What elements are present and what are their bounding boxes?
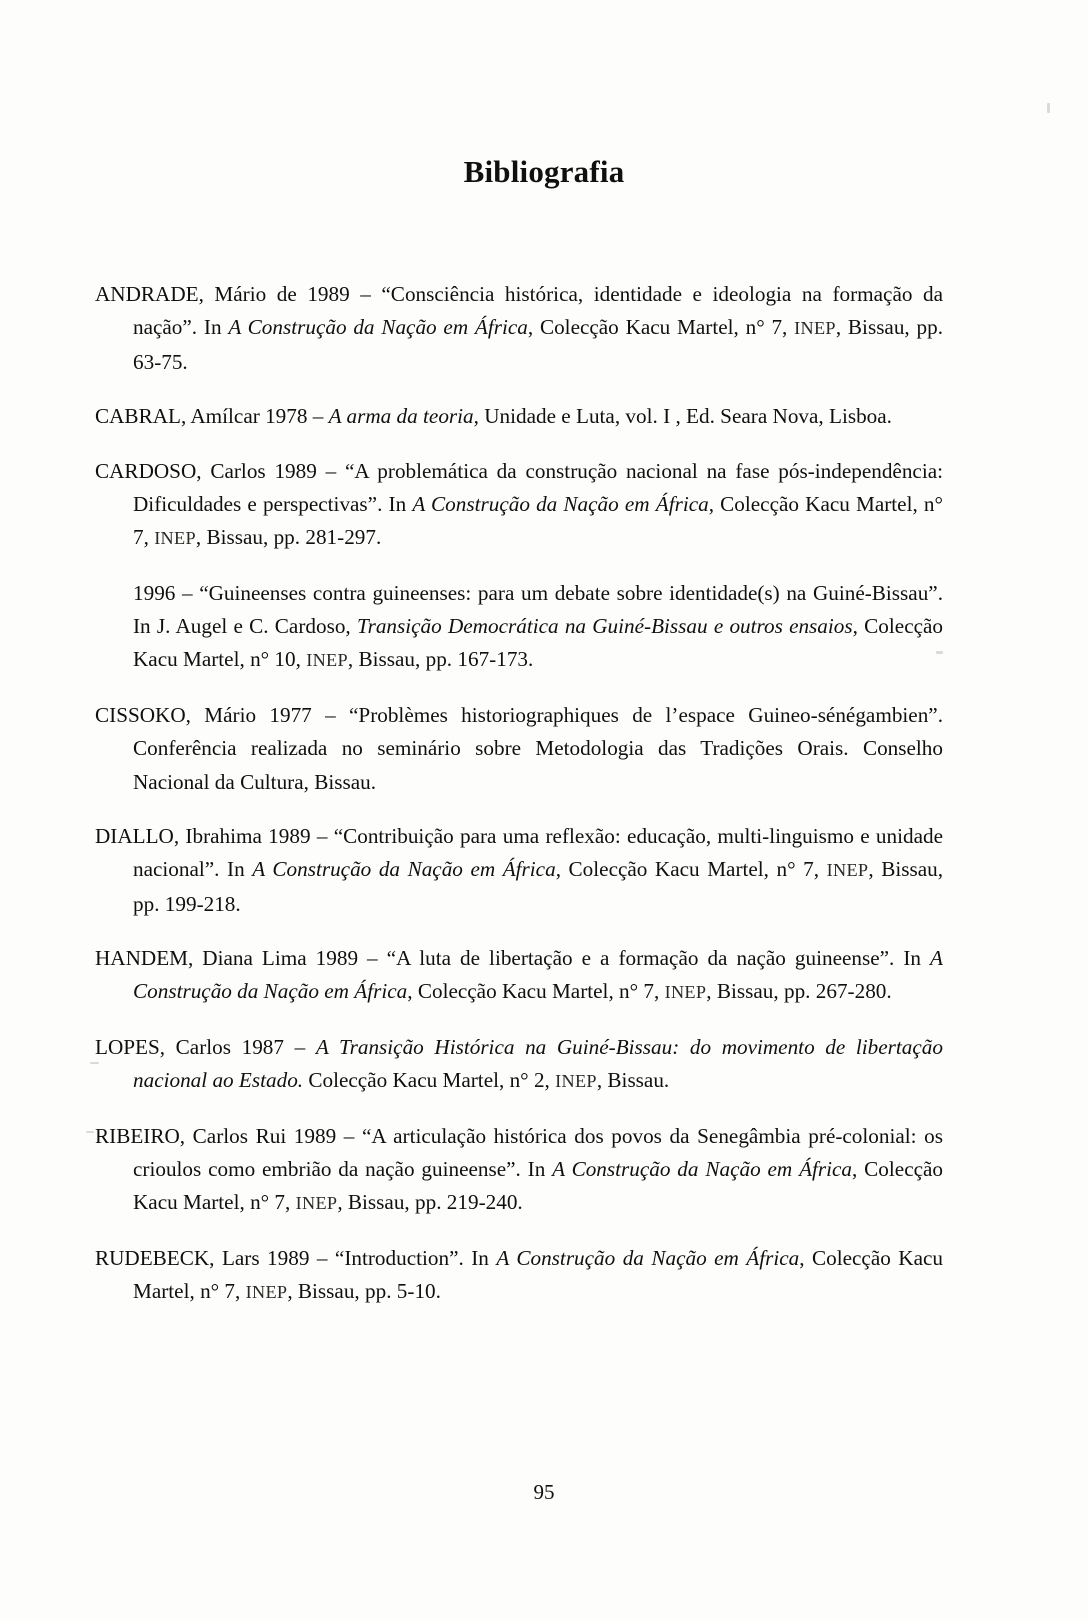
entry-series-info: , Colecção Kacu Martel, n° 7,: [527, 315, 795, 340]
entry-series-info: , Colecção Kacu Martel, n° 7,: [133, 1245, 943, 1303]
entry-author-and-lead: HANDEM, Diana Lima 1989 – “A luta de libertação e a formação da nação guineense”. In: [95, 946, 931, 971]
entry-title-italic: A Construção da Nação em África: [133, 946, 943, 1004]
entry-title-italic: A Construção da Nação em África: [252, 857, 556, 882]
bibliography-entry: [95, 455, 943, 556]
bibliography-entry: [95, 278, 943, 379]
entry-author-and-lead: RUDEBECK, Lars 1989 – “Introduction”. In: [95, 1245, 497, 1270]
entry-place-and-pages: , Bissau, pp. 281-297.: [195, 525, 382, 550]
bibliography-entry: [95, 699, 943, 799]
entry-publisher: INEP: [826, 860, 869, 881]
entry-publisher: INEP: [794, 318, 836, 339]
entry-publisher: INEP: [295, 1193, 338, 1214]
entry-series-info: , Colecção Kacu Martel, n° 10,: [133, 614, 943, 672]
entry-place-and-pages: , Bissau, pp. 267-280.: [706, 979, 892, 1004]
entry-title-italic: A Transição Histórica na Guiné-Bissau: do movimento de libertação nacional ao Estado.: [133, 1034, 943, 1093]
scan-artifact-speckle: [86, 1131, 94, 1133]
entry-author-and-lead: ANDRADE, Mário de 1989 – “Consciência histórica, identidade e ideologia na formação da nação”. In: [95, 282, 943, 340]
bibliography-entry: [95, 1031, 943, 1099]
entry-author-and-lead: DIALLO, Ibrahima 1989 – “Contribuição para uma reflexão: educação, multi-linguismo e unidade nacional”. In: [95, 823, 943, 882]
entry-series-info: , Colecção Kacu Martel, n° 7,: [133, 1156, 944, 1215]
page-number: 95: [533, 1480, 555, 1504]
entry-publisher: INEP: [306, 650, 348, 671]
entry-author-and-lead: LOPES, Carlos 1987 –: [95, 1034, 316, 1059]
entry-publisher: INEP: [555, 1071, 597, 1092]
bibliography-entry: [95, 1242, 943, 1310]
entry-title-italic: A Construção da Nação em África: [496, 1245, 800, 1270]
entry-author-and-lead: 1996 – “Guineenses contra guineenses: para um debate sobre identidade(s) na Guiné-Bissau”. In J. Augel e C. Cardoso,: [133, 580, 943, 639]
entry-series-info: , Colecção Kacu Martel, n° 7,: [133, 492, 943, 550]
entry-place-and-pages: , Bissau, pp. 63-75.: [133, 315, 944, 374]
entry-place-and-pages: , Bissau, pp. 199-218.: [133, 857, 943, 916]
entry-title-italic: A arma da teoria: [328, 404, 474, 429]
bibliography-list: [95, 257, 943, 1309]
entry-author-and-lead: CABRAL, Amílcar 1978 –: [95, 404, 329, 429]
entry-publisher: INEP: [154, 528, 196, 549]
entry-series-info: Colecção Kacu Martel, n° 2,: [303, 1068, 556, 1093]
entry-title-italic: A Construção da Nação em África: [412, 492, 709, 517]
entry-place-and-pages: , Bissau, pp. 219-240.: [337, 1190, 523, 1215]
entry-title-italic: Transição Democrática na Guiné-Bissau e outros ensaios: [356, 614, 853, 639]
bibliography-entry: [95, 1120, 943, 1221]
entry-publisher: INEP: [664, 982, 707, 1003]
entry-place-and-pages: , Bissau, pp. 167-173.: [347, 647, 534, 672]
entry-title-italic: A Construção da Nação em África: [228, 315, 528, 340]
bibliography-entry: [95, 400, 943, 433]
scan-artifact-speckle: [1047, 103, 1050, 113]
bibliography-entry: [95, 942, 943, 1010]
entry-title-italic: A Construção da Nação em África: [552, 1156, 853, 1181]
entry-place-and-pages: , Bissau, pp. 5-10.: [287, 1279, 441, 1303]
entry-series-info: , Colecção Kacu Martel, n° 7,: [555, 857, 827, 882]
bibliography-entry: [95, 820, 943, 921]
entry-publisher: INEP: [245, 1282, 288, 1302]
bibliography-entry: [95, 577, 943, 678]
entry-author-and-lead: RIBEIRO, Carlos Rui 1989 – “A articulação histórica dos povos da Senegâmbia pré-colonial: os crioulos como embrião da nação guineense”. In: [95, 1123, 943, 1181]
entry-author-and-lead: CISSOKO, Mário 1977 – “Problèmes historiographiques de l’espace Guineo-sénégambien”. Conferência realizada no seminário sobre Metodologia das Tradições Orais. Conselho Nacional da Cultura, Bissau.: [95, 702, 943, 794]
entry-author-and-lead: CARDOSO, Carlos 1989 – “A problemática da construção nacional na fase pós-independência: Dificuldades e perspectivas”. In: [95, 458, 943, 517]
entry-place-and-pages: , Bissau.: [596, 1068, 670, 1093]
entry-series-info: , Colecção Kacu Martel, n° 7,: [407, 979, 665, 1004]
entry-series-info: , Unidade e Luta, vol. I , Ed. Seara Nova, Lisboa.: [473, 404, 892, 429]
page-title: Bibliografia: [463, 153, 625, 189]
